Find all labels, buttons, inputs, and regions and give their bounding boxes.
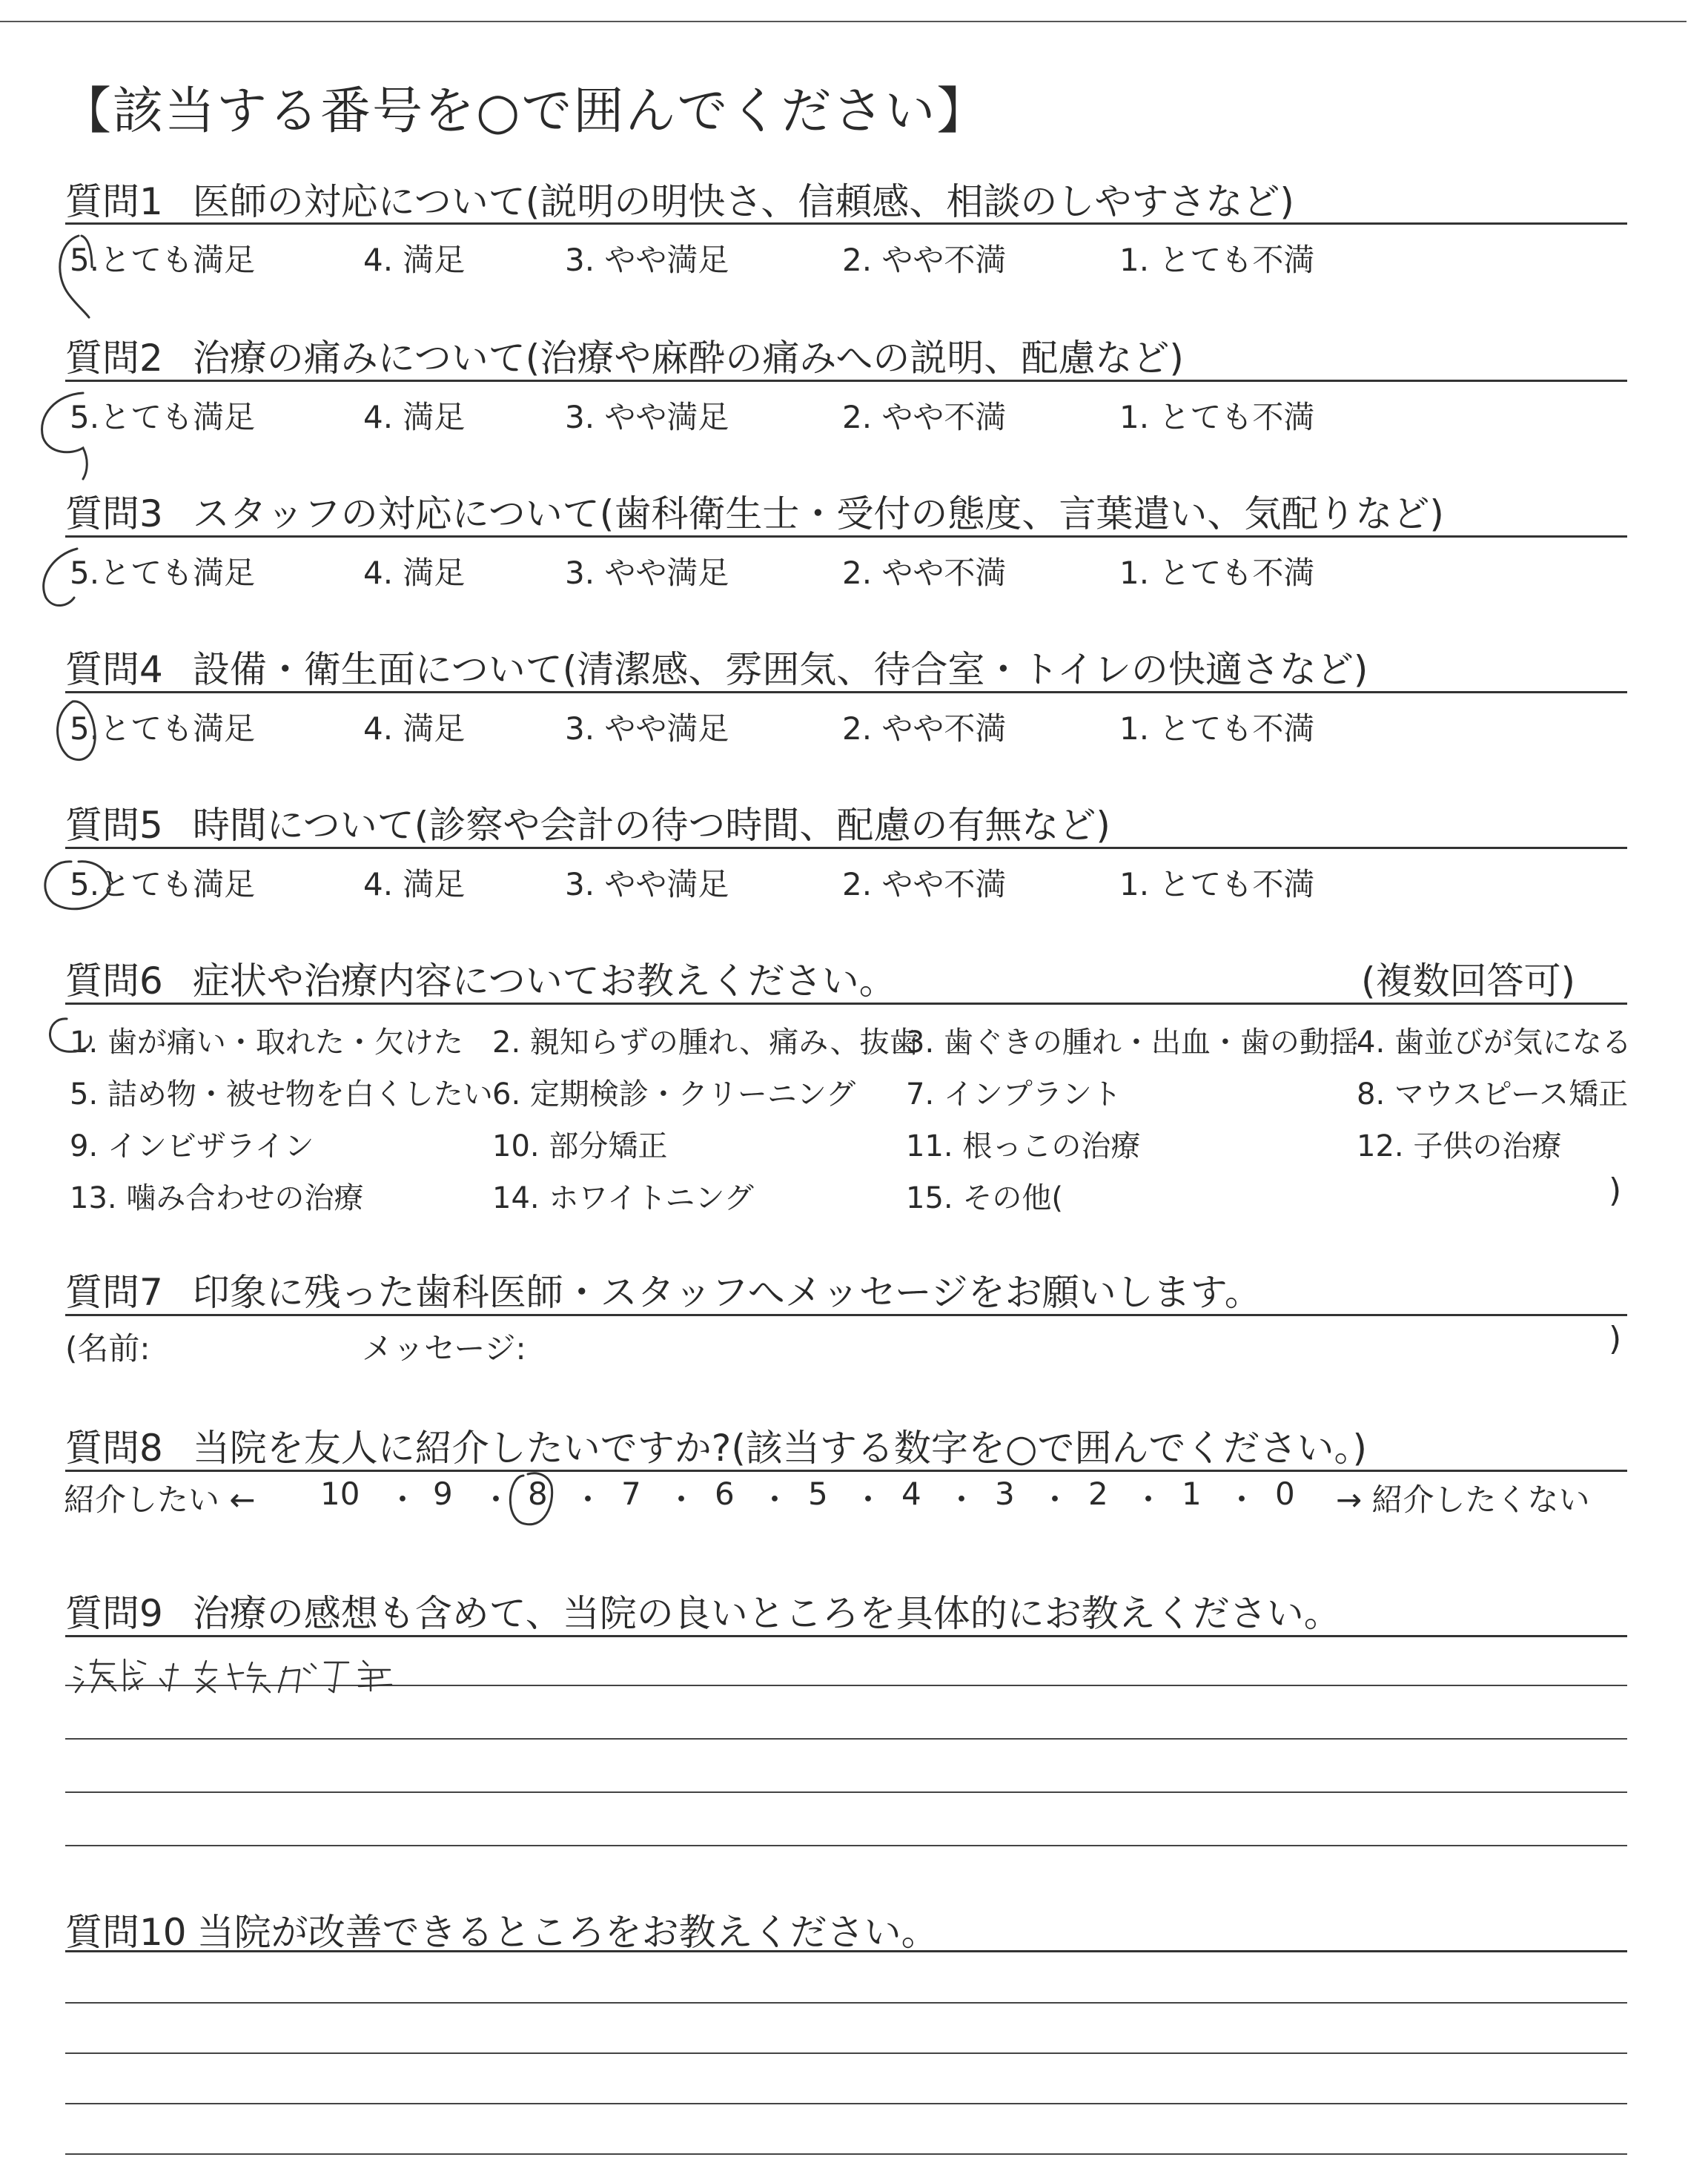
question-6 bbox=[65, 951, 896, 1005]
question-text: 当院を友人に紹介したいですか?(該当する数字を○で囲んでください。) bbox=[192, 1427, 1367, 1470]
question-text: 医師の対応について(説明の明快さ、信頼感、相談のしやすさなど) bbox=[192, 180, 1294, 223]
page-title: 【該当する番号を○で囲んでください】 bbox=[61, 82, 989, 141]
handwritten-answer bbox=[71, 1654, 427, 1698]
rating-option-3[interactable]: 3. やや満足 bbox=[565, 242, 729, 278]
question-number: 質問2 bbox=[65, 337, 163, 380]
scale-dot: ・ bbox=[480, 1482, 512, 1518]
message-field-label: メッセージ: bbox=[362, 1330, 526, 1367]
scale-dot: ・ bbox=[1133, 1482, 1165, 1518]
scale-value-5[interactable]: 5 bbox=[808, 1476, 828, 1512]
rating-option-1[interactable]: 1. とても不満 bbox=[1119, 866, 1315, 902]
rating-option-3[interactable]: 3. やや満足 bbox=[565, 555, 729, 591]
q6-option-13[interactable]: 13. 噛み合わせの治療 bbox=[70, 1181, 364, 1215]
question-text: 治療の痛みについて(治療や麻酔の痛みへの説明、配慮など) bbox=[192, 337, 1184, 380]
question-text: 設備・衛生面について(清潔感、雰囲気、待合室・トイレの快適さなど) bbox=[192, 648, 1368, 691]
question-number: 質問3 bbox=[65, 492, 163, 535]
rating-option-5[interactable]: 5.とても満足 bbox=[70, 399, 256, 435]
multiple-answers-note: (複数回答可) bbox=[1361, 960, 1576, 1003]
question-2 bbox=[65, 328, 1184, 382]
question-8 bbox=[65, 1418, 1367, 1472]
q6-option-7[interactable]: 7. インプラント bbox=[906, 1077, 1122, 1112]
rating-option-3[interactable]: 3. やや満足 bbox=[565, 866, 729, 902]
q6-option-10[interactable]: 10. 部分矯正 bbox=[492, 1129, 668, 1163]
scale-value-2[interactable]: 2 bbox=[1088, 1476, 1108, 1512]
answer-line bbox=[65, 2153, 1627, 2155]
question-number: 質問5 bbox=[65, 804, 163, 847]
rating-option-4[interactable]: 4. 満足 bbox=[363, 399, 466, 435]
scale-dot: ・ bbox=[387, 1482, 419, 1518]
rating-option-2[interactable]: 2. やや不満 bbox=[842, 555, 1007, 591]
answer-line bbox=[65, 2103, 1627, 2104]
question-4 bbox=[65, 640, 1368, 693]
top-border bbox=[0, 21, 1687, 22]
answer-line bbox=[65, 1791, 1627, 1793]
q6-option-1[interactable]: 1. 歯が痛い・取れた・欠けた bbox=[70, 1025, 463, 1060]
rating-option-3[interactable]: 3. やや満足 bbox=[565, 399, 729, 435]
question-3 bbox=[65, 484, 1444, 538]
question-rule bbox=[65, 847, 1627, 849]
q6-option-6[interactable]: 6. 定期検診・クリーニング bbox=[492, 1077, 856, 1112]
rating-option-1[interactable]: 1. とても不満 bbox=[1119, 242, 1315, 278]
rating-option-5[interactable]: 5.とても満足 bbox=[70, 866, 256, 902]
question-number: 質問6 bbox=[65, 960, 163, 1003]
q6-option-15[interactable]: 15. その他( bbox=[906, 1181, 1063, 1215]
scale-value-0[interactable]: 0 bbox=[1275, 1476, 1295, 1512]
question-text: 治療の感想も含めて、当院の良いところを具体的にお教えください。 bbox=[192, 1592, 1341, 1635]
rating-option-2[interactable]: 2. やや不満 bbox=[842, 866, 1007, 902]
q6-option-4[interactable]: 4. 歯並びが気になる bbox=[1357, 1025, 1632, 1060]
question-text: 印象に残った歯科医師・スタッフへメッセージをお願いします。 bbox=[192, 1271, 1262, 1314]
rating-option-4[interactable]: 4. 満足 bbox=[363, 866, 466, 902]
q6-option-14[interactable]: 14. ホワイトニング bbox=[492, 1181, 754, 1215]
scale-dot: ・ bbox=[946, 1482, 978, 1518]
scale-dot: ・ bbox=[853, 1482, 884, 1518]
scale-value-6[interactable]: 6 bbox=[715, 1476, 735, 1512]
question-rule bbox=[65, 691, 1627, 693]
question-number: 質問7 bbox=[65, 1271, 163, 1314]
scale-dot: ・ bbox=[666, 1482, 698, 1518]
answer-line bbox=[65, 1845, 1627, 1846]
answer-line bbox=[65, 1738, 1627, 1740]
scale-value-9[interactable]: 9 bbox=[433, 1476, 453, 1512]
scale-value-3[interactable]: 3 bbox=[995, 1476, 1015, 1512]
rating-option-1[interactable]: 1. とても不満 bbox=[1119, 710, 1315, 747]
answer-line bbox=[65, 1635, 1627, 1637]
answer-line bbox=[65, 2002, 1627, 2004]
rating-option-2[interactable]: 2. やや不満 bbox=[842, 242, 1007, 278]
question-5 bbox=[65, 796, 1110, 849]
scale-dot: ・ bbox=[1226, 1482, 1258, 1518]
q6-option-8[interactable]: 8. マウスピース矯正 bbox=[1357, 1077, 1629, 1112]
answer-line bbox=[65, 1950, 1627, 1952]
rating-option-5[interactable]: 5.とても満足 bbox=[70, 710, 256, 747]
question-rule bbox=[65, 1470, 1627, 1472]
rating-option-5[interactable]: 5.とても満足 bbox=[70, 555, 256, 591]
question-number: 質問8 bbox=[65, 1427, 163, 1470]
question-10 bbox=[65, 1903, 939, 1956]
question-text: 症状や治療内容についてお教えください。 bbox=[192, 960, 896, 1003]
question-rule bbox=[65, 1314, 1627, 1316]
rating-option-4[interactable]: 4. 満足 bbox=[363, 710, 466, 747]
scale-dot: ・ bbox=[759, 1482, 791, 1518]
scale-dot: ・ bbox=[1039, 1482, 1071, 1518]
name-field-label: (名前: bbox=[65, 1330, 150, 1367]
message-close-paren: ) bbox=[1609, 1320, 1622, 1358]
q6-option-11[interactable]: 11. 根っこの治療 bbox=[906, 1129, 1141, 1163]
rating-option-3[interactable]: 3. やや満足 bbox=[565, 710, 729, 747]
q6-option-12[interactable]: 12. 子供の治療 bbox=[1357, 1129, 1562, 1163]
rating-option-5[interactable]: 5.とても満足 bbox=[70, 242, 256, 278]
other-close-paren: ) bbox=[1609, 1172, 1622, 1209]
scale-dot: ・ bbox=[572, 1482, 604, 1518]
q6-option-9[interactable]: 9. インビザライン bbox=[70, 1129, 314, 1163]
question-number: 質問10 bbox=[65, 1911, 187, 1954]
rating-option-2[interactable]: 2. やや不満 bbox=[842, 710, 1007, 747]
question-rule bbox=[65, 1003, 1627, 1005]
q6-option-2[interactable]: 2. 親知らずの腫れ、痛み、抜歯 bbox=[492, 1025, 919, 1060]
scale-value-4[interactable]: 4 bbox=[901, 1476, 921, 1512]
question-rule bbox=[65, 222, 1627, 225]
rating-option-1[interactable]: 1. とても不満 bbox=[1119, 399, 1315, 435]
scale-value-1[interactable]: 1 bbox=[1182, 1476, 1202, 1512]
scale-value-10[interactable]: 10 bbox=[320, 1476, 360, 1512]
scale-left-label: 紹介したい ← bbox=[64, 1482, 256, 1518]
question-1 bbox=[65, 172, 1294, 225]
question-text: 時間について(診察や会計の待つ時間、配慮の有無など) bbox=[192, 804, 1110, 847]
question-7 bbox=[65, 1263, 1262, 1316]
question-rule bbox=[65, 535, 1627, 538]
question-text: スタッフの対応について(歯科衛生士・受付の態度、言葉遣い、気配りなど) bbox=[192, 492, 1444, 535]
rating-option-2[interactable]: 2. やや不満 bbox=[842, 399, 1007, 435]
question-number: 質問1 bbox=[65, 180, 163, 223]
rating-option-4[interactable]: 4. 満足 bbox=[363, 242, 466, 278]
scale-value-7[interactable]: 7 bbox=[621, 1476, 641, 1512]
question-number: 質問4 bbox=[65, 648, 163, 691]
answer-line bbox=[65, 2052, 1627, 2054]
rating-option-4[interactable]: 4. 満足 bbox=[363, 555, 466, 591]
question-rule bbox=[65, 380, 1627, 382]
question-number: 質問9 bbox=[65, 1592, 163, 1635]
rating-option-1[interactable]: 1. とても不満 bbox=[1119, 555, 1315, 591]
q6-option-3[interactable]: 3. 歯ぐきの腫れ・出血・歯の動揺 bbox=[906, 1025, 1359, 1060]
scale-right-label: → 紹介したくない bbox=[1336, 1482, 1590, 1518]
question-text: 当院が改善できるところをお教えください。 bbox=[196, 1911, 939, 1954]
question-9 bbox=[65, 1584, 1341, 1637]
q6-option-5[interactable]: 5. 詰め物・被せ物を白くしたい bbox=[70, 1077, 493, 1112]
scale-value-8[interactable]: 8 bbox=[528, 1476, 548, 1512]
